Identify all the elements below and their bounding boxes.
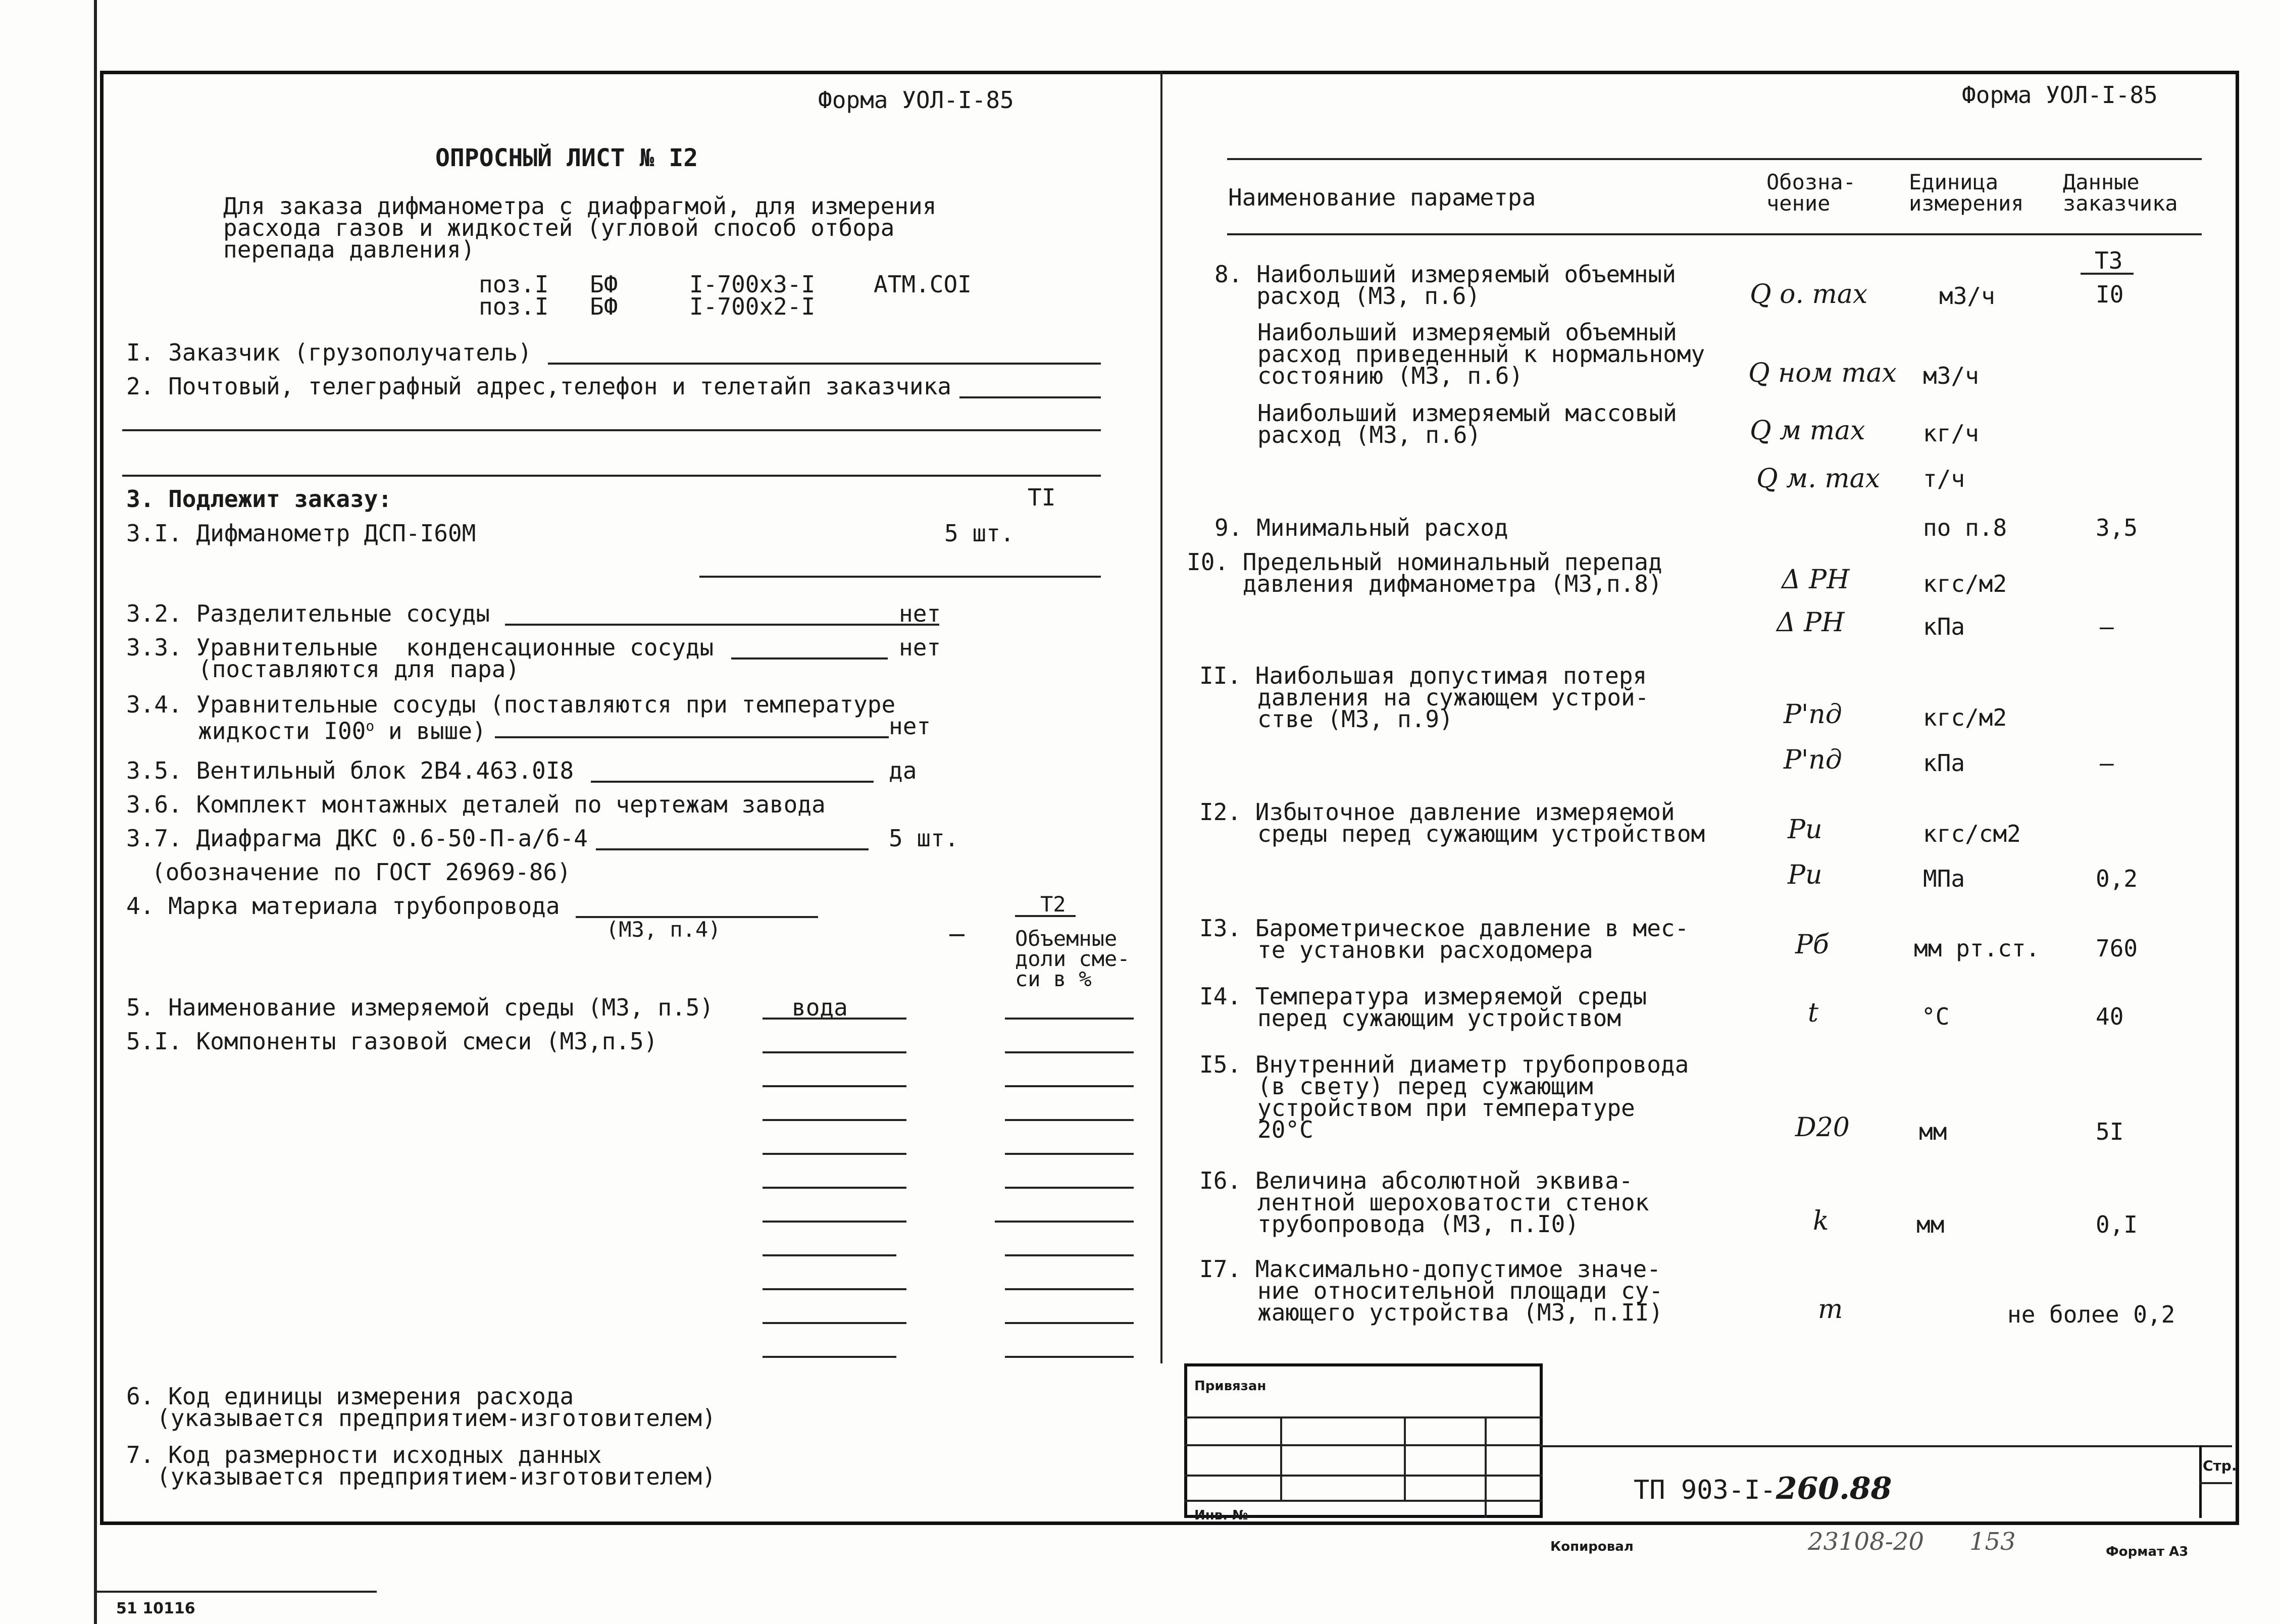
pos1-number: I-700х3-I: [689, 271, 816, 298]
row-8-l2: расход (М3, п.6): [1214, 282, 1481, 310]
item-3-5-field[interactable]: [591, 781, 874, 783]
component-line[interactable]: [763, 1356, 896, 1358]
sheet-number: 153: [1969, 1528, 2016, 1556]
col-unit-header-1: Единица: [1909, 170, 1999, 194]
center-divider: [1160, 71, 1162, 1363]
row-10-symbol: Δ PН: [1782, 565, 1850, 595]
pos2-code: БФ: [590, 293, 618, 320]
stamp-rule-1: [1184, 1416, 1543, 1418]
item-3-2-field[interactable]: [505, 624, 939, 626]
row-10-unit: кгс/м2: [1923, 570, 2007, 597]
item-4-dash: [949, 934, 965, 936]
row-14-value: 40: [2096, 1003, 2124, 1030]
table-header-rule: [1227, 233, 2202, 235]
item-3-3-field[interactable]: [731, 657, 888, 659]
component-share-line[interactable]: [995, 1221, 1134, 1223]
t2-header-2: доли сме-: [1015, 946, 1130, 971]
row-15-value: 5I: [2096, 1118, 2124, 1145]
row-11-l1: II. Наибольшая допустимая потеря: [1199, 662, 1647, 689]
row-14-unit: °С: [1921, 1003, 1950, 1030]
item-3-4-equalizing: 3.4. Уравнительные сосуды (поставляются при температуре: [126, 691, 896, 718]
row-11-unit: кгс/м2: [1923, 704, 2007, 731]
row-8c-unit: кг/ч: [1923, 420, 1979, 447]
row-8-unit: м3/ч: [1939, 282, 1995, 310]
row-8b-unit: м3/ч: [1923, 362, 1979, 389]
row-12b-unit: МПа: [1923, 865, 1965, 892]
t2-field[interactable]: [1015, 915, 1076, 917]
row-12-l2: среды перед сужающим устройством: [1257, 820, 1705, 847]
row-13-value: 760: [2096, 935, 2138, 962]
component-line[interactable]: [763, 1322, 906, 1324]
table-top-rule: [1227, 158, 2202, 160]
component-line[interactable]: [763, 1254, 896, 1256]
row-15-l4: 20°С: [1257, 1116, 1313, 1143]
item-2-field[interactable]: [959, 396, 1101, 398]
item-2-field-line-3[interactable]: [122, 475, 1101, 477]
stamp-privyazan: Привязан: [1194, 1379, 1266, 1394]
row-8b-l3: состоянию (М3, п.6): [1257, 362, 1524, 389]
left-margin-line: [94, 0, 97, 1624]
t2-header-3: си в %: [1015, 967, 1092, 991]
item-3-tag: TI: [1028, 484, 1056, 511]
row-17-l2: ние относительной площади су-: [1257, 1277, 1663, 1304]
component-share-line[interactable]: [1005, 1356, 1134, 1358]
component-share-line[interactable]: [1005, 1187, 1134, 1189]
component-share-line[interactable]: [1005, 1288, 1134, 1290]
stamp-col-2: [1404, 1416, 1406, 1500]
item-3-3-note: (поставляются для пара): [198, 655, 520, 683]
row-8c-l2: расход (М3, п.6): [1257, 421, 1482, 448]
component-line[interactable]: [763, 1051, 906, 1053]
component-share-line[interactable]: [1005, 1254, 1134, 1256]
item-3-7-note: (обозначение по ГОСТ 26969-86): [151, 858, 571, 886]
col-symbol-header-1: Обозна-: [1766, 170, 1856, 194]
row-10-l2: давления дифманометра (М3,п.8): [1187, 570, 1662, 597]
item-1-customer: I. Заказчик (грузополучатель): [126, 339, 532, 366]
page-box-rule: [2199, 1482, 2232, 1484]
row-11b-unit: кПа: [1923, 749, 1965, 777]
component-share-line[interactable]: [1005, 1051, 1134, 1053]
item-4-material: 4. Марка материала трубопровода: [126, 892, 560, 920]
pos1-code: БФ: [590, 271, 618, 298]
row-17-l1: I7. Максимально-допустимое значе-: [1199, 1255, 1661, 1283]
item-3-1-field[interactable]: [699, 576, 1101, 578]
row-8c-symbol: Q м max: [1750, 416, 1865, 446]
item-3-4-field[interactable]: [495, 736, 889, 738]
row-8b-l2: расход приведенный к нормальному: [1257, 340, 1705, 368]
item-3-order: 3. Подлежит заказу:: [126, 485, 392, 513]
component-line[interactable]: [763, 1153, 906, 1155]
item-7-code-l1: 7. Код размерности исходных данных: [126, 1441, 602, 1468]
row-17-value: не более 0,2: [2007, 1301, 2175, 1328]
t2-header-1: Объемные: [1015, 926, 1118, 951]
item-3-2-value: нет: [899, 600, 941, 627]
item-5-share-field[interactable]: [1005, 1018, 1134, 1020]
row-16-unit: мм: [1916, 1211, 1945, 1238]
row-14-symbol: t: [1808, 998, 1818, 1028]
row-16-symbol: k: [1813, 1206, 1829, 1236]
row-13-unit: мм рт.ст.: [1914, 935, 2040, 962]
row-15-unit: мм: [1919, 1118, 1947, 1145]
row-11-l3: стве (М3, п.9): [1257, 705, 1453, 733]
component-line[interactable]: [763, 1085, 906, 1087]
pos2-number: I-700х2-I: [689, 293, 816, 320]
pos1-label: поз.I: [479, 271, 549, 298]
item-3-3-value: нет: [899, 634, 941, 661]
row-15-symbol: D20: [1795, 1112, 1850, 1143]
item-3-1-manometer: 3.I. Дифманометр ДСП-I60М: [126, 520, 476, 547]
component-share-line[interactable]: [1005, 1322, 1134, 1324]
stamp-col-1: [1280, 1416, 1282, 1500]
row-8c-l1: Наибольший измеряемый массовый: [1257, 399, 1677, 427]
item-6-code-l2: (указывается предприятием-изготовителем): [157, 1404, 716, 1432]
item-2-address: 2. Почтовый, телеграфный адрес,телефон и телетайп заказчика: [126, 373, 951, 400]
format-label: Формат А3: [2106, 1544, 2189, 1559]
stamp-rule-4: [1184, 1500, 1543, 1502]
component-share-line[interactable]: [1005, 1119, 1134, 1121]
item-3-5-value: да: [889, 757, 917, 784]
component-line[interactable]: [763, 1187, 906, 1189]
item-3-7-qty: 5 шт.: [889, 825, 959, 852]
row-13-symbol: Pб: [1795, 930, 1829, 960]
degree-sup: о: [366, 718, 375, 734]
page-label: Стр.: [2203, 1457, 2237, 1474]
row-16-value: 0,I: [2096, 1211, 2138, 1238]
item-5-value: вода: [792, 994, 848, 1021]
row-9: 9. Минимальный расход: [1214, 514, 1508, 541]
component-line[interactable]: [763, 1119, 906, 1121]
row-14-l2: перед сужающим устройством: [1257, 1004, 1622, 1032]
row-9-unit: по п.8: [1923, 514, 2007, 541]
item-5-1-components: 5.I. Компоненты газовой смеси (М3,п.5): [126, 1028, 658, 1055]
row-13-l1: I3. Барометрическое давление в мес-: [1199, 915, 1689, 942]
copied-label: Копировал: [1550, 1539, 1634, 1554]
row-10b-value: –: [2100, 613, 2114, 640]
item-3-7-field[interactable]: [596, 848, 869, 850]
item-1-field[interactable]: [548, 363, 1101, 365]
row-12-unit: кгс/см2: [1923, 820, 2021, 847]
t3-field[interactable]: [2081, 273, 2134, 275]
pos1-atm: АТМ.СОI: [874, 271, 972, 298]
stamp-inv: Инв. №: [1194, 1508, 1248, 1523]
row-10b-symbol: Δ PН: [1777, 607, 1845, 638]
component-share-line[interactable]: [1005, 1085, 1134, 1087]
row-12b-value: 0,2: [2096, 865, 2138, 892]
row-14-l1: I4. Температура измеряемой среды: [1199, 983, 1647, 1010]
row-8d-unit: т/ч: [1923, 465, 1965, 492]
row-13-l2: те установки расходомера: [1257, 936, 1593, 963]
t2-tag: T2: [1040, 892, 1066, 917]
row-11-symbol: P'пд: [1784, 699, 1842, 730]
item-5-medium: 5. Наименование измеряемой среды (М3, п.5): [126, 994, 714, 1021]
item-7-code-l2: (указывается предприятием-изготовителем): [157, 1463, 716, 1490]
col-data-header-2: заказчика: [2063, 191, 2178, 216]
item-3-2-vessels: 3.2. Разделительные сосуды: [126, 600, 490, 627]
row-8d-symbol: Q м. max: [1756, 464, 1880, 494]
component-line[interactable]: [763, 1221, 906, 1223]
t3-value: I0: [2096, 281, 2124, 308]
row-9-value: 3,5: [2096, 514, 2138, 541]
row-8b-symbol: Q ном max: [1748, 358, 1897, 388]
row-8b-l1: Наибольший измеряемый объемный: [1257, 319, 1677, 346]
row-11-l2: давления на сужающем устрой-: [1257, 684, 1649, 711]
col-name-header: Наименование параметра: [1228, 184, 1536, 211]
row-10-l1: I0. Предельный номинальный перепад: [1187, 548, 1662, 576]
bottom-margin-line: [94, 1591, 377, 1593]
row-16-l2: лентной шероховатости стенок: [1257, 1189, 1649, 1216]
item-2-field-line-2[interactable]: [122, 429, 1101, 431]
row-16-l3: трубопровода (М3, п.I0): [1257, 1210, 1579, 1238]
item-3-1-qty: 5 шт.: [944, 520, 1015, 547]
left-subtitle-2: расхода газов и жидкостей (угловой способ отбора: [223, 214, 895, 241]
item-3-6-kit: 3.6. Комплект монтажных деталей по чертежам завода: [126, 791, 826, 818]
pos2-label: поз.I: [479, 293, 549, 320]
row-11b-value: –: [2100, 749, 2114, 777]
left-form-code: Форма УОЛ-I-85: [818, 86, 1014, 114]
row-11b-symbol: P'пд: [1784, 745, 1842, 775]
left-subtitle-3: перепада давления): [223, 236, 475, 263]
col-data-header-1: Данные: [2063, 170, 2140, 194]
left-title: ОПРОСНЫЙ ЛИСТ № I2: [435, 144, 698, 172]
row-8-l1: 8. Наибольший измеряемый объемный: [1214, 261, 1676, 288]
right-form-code: Форма УОЛ-I-85: [1962, 81, 2158, 109]
row-17-symbol: m: [1818, 1294, 1843, 1325]
t3-tag: T3: [2095, 247, 2123, 274]
item-3-4-line-2: жидкости $I00^о$ и выше): [198, 717, 486, 745]
bottom-code: 51 10116: [116, 1600, 195, 1617]
stamp-rule-3: [1184, 1475, 1543, 1477]
item-3-4-value: нет: [889, 713, 931, 740]
row-16-l1: I6. Величина абсолютной эквива-: [1199, 1167, 1633, 1194]
row-10b-unit: кПа: [1923, 613, 1965, 640]
left-subtitle-1: Для заказа дифманометра с диафрагмой, для измерения: [223, 192, 937, 220]
archive-number: 23108-20: [1808, 1528, 1924, 1556]
stamp-col-3: [1485, 1416, 1487, 1518]
row-12-symbol: Pи: [1788, 815, 1822, 845]
row-8-symbol: Q о. max: [1750, 279, 1868, 310]
item-3-3-condensation: 3.3. Уравнительные конденсационные сосуды: [126, 634, 714, 661]
stamp-long-rule: [1540, 1445, 2232, 1447]
item-5-field[interactable]: [763, 1018, 906, 1020]
row-12b-symbol: Pи: [1788, 860, 1822, 890]
row-15-l1: I5. Внутренний диаметр трубопровода: [1199, 1051, 1689, 1078]
row-15-l3: устройством при температуре: [1257, 1094, 1635, 1122]
component-line[interactable]: [763, 1288, 906, 1290]
item-3-5-valve: 3.5. Вентильный блок 2В4.463.0I8: [126, 757, 574, 784]
row-17-l3: жающего устройства (М3, п.II): [1257, 1299, 1663, 1326]
item-4-ref: (М3, п.4): [606, 917, 721, 942]
component-share-line[interactable]: [1005, 1153, 1134, 1155]
row-12-l1: I2. Избыточное давление измеряемой: [1199, 798, 1675, 826]
col-symbol-header-2: чение: [1766, 191, 1831, 216]
item-3-7-diaphragm: 3.7. Диафрагма ДКС 0.6-50-П-а/б-4: [126, 825, 588, 852]
doc-designation: ТП 903-I-260.88: [1634, 1471, 1892, 1506]
stamp-rule-2: [1184, 1444, 1543, 1446]
row-15-l2: (в свету) перед сужающим: [1257, 1073, 1593, 1100]
item-6-code-l1: 6. Код единицы измерения расхода: [126, 1383, 574, 1410]
col-unit-header-2: измерения: [1909, 191, 2024, 216]
